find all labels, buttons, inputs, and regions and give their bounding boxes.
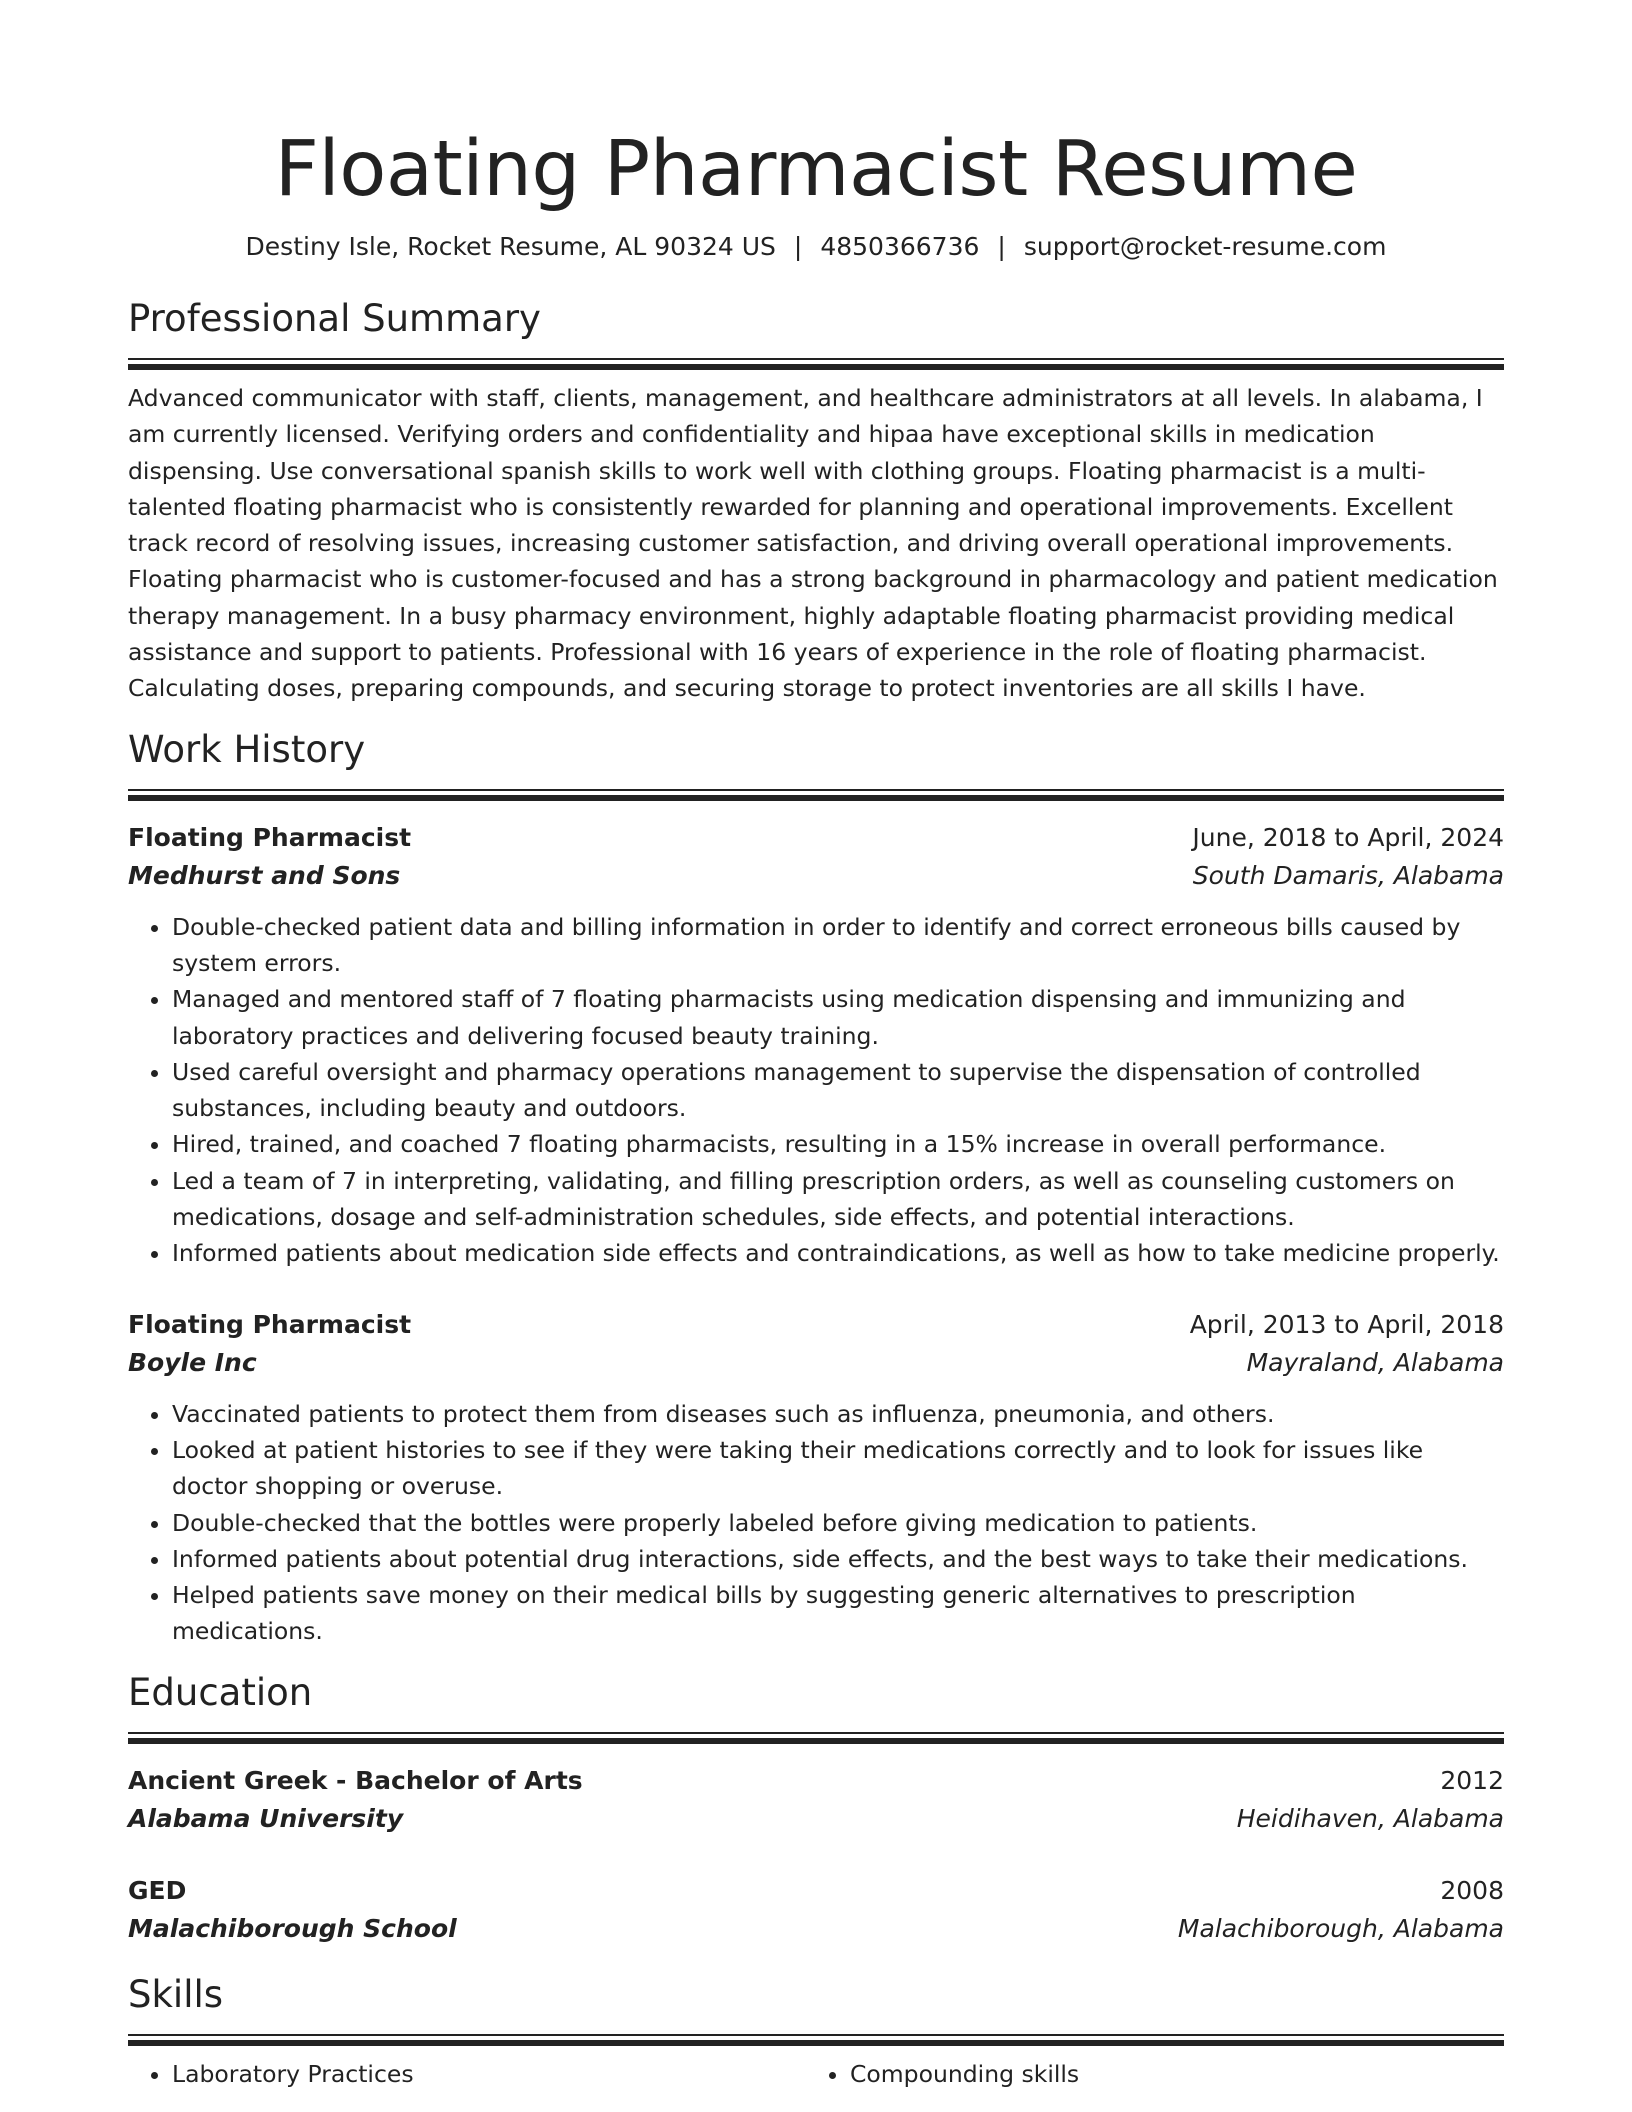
work-history-section xyxy=(128,727,1504,1650)
degree: GED xyxy=(128,1875,187,1905)
section-divider xyxy=(128,2034,1504,2040)
education-section xyxy=(128,1670,1504,1948)
job-entry xyxy=(128,1306,1504,1650)
list-item: • Informed patients about potential drug interactions, side effects, and the best ways to take their medications. xyxy=(172,1541,1504,1577)
contact-separator: | xyxy=(793,232,803,261)
list-item: • Double-checked patient data and billing information in order to identify and correct erroneous bills caused by system errors. xyxy=(172,909,1504,982)
graduation-year: 2008 xyxy=(1440,1875,1504,1905)
resume-title: Floating Pharmacist Resume xyxy=(274,125,1358,214)
school-location: Malachiborough, Alabama xyxy=(1177,1913,1504,1943)
contact-email: support@rocket-resume.com xyxy=(1023,232,1387,261)
school-name: Malachiborough School xyxy=(128,1913,457,1943)
company-name: Medhurst and Sons xyxy=(128,860,401,890)
list-item: • Managed and mentored staff of 7 floating pharmacists using medication dispensing and immunizing and laboratory practices and delivering focused beauty training. xyxy=(172,981,1504,1054)
list-item: • Looked at patient histories to see if they were taking their medications correctly and to look for issues like doctor shopping or overuse. xyxy=(172,1432,1504,1505)
school-name: Alabama University xyxy=(128,1803,404,1833)
list-item: • Used careful oversight and pharmacy operations management to supervise the dispensation of controlled substances, including beauty and outdoors. xyxy=(172,1054,1504,1127)
list-item: • Compounding skills xyxy=(850,2056,1484,2092)
section-divider xyxy=(128,358,1504,364)
section-heading: Education xyxy=(128,1670,313,1714)
contact-address: Destiny Isle, Rocket Resume, AL 90324 US xyxy=(245,232,776,261)
list-item: • Helped patients save money on their medical bills by suggesting generic alternatives to prescription medications. xyxy=(172,1577,1504,1650)
list-item: • Led a team of 7 in interpreting, validating, and filling prescription orders, as well as counseling customers on medications, dosage and self-administration schedules, side effects, and potential interactions. xyxy=(172,1163,1504,1236)
contact-phone: 4850366736 xyxy=(820,232,980,261)
list-item: • Laboratory Practices xyxy=(172,2056,806,2092)
summary-text: Advanced communicator with staff, clients, management, and healthcare administrators at all levels. In alabama, I am currently licensed. Verifying orders and confidentiality and hipaa have exceptional skills in medication dispensing. Use conversational spanish skills to work well with clothing groups. Floating pharmacist is a multi-talented floating pharmacist who is consistently rewarded for planning and operational improvements. Excellent track record of resolving issues, increasing customer satisfaction, and driving overall operational improvements. Floating pharmacist who is customer-focused and has a strong background in pharmacology and patient medication therapy management. In a busy pharmacy environment, highly adaptable floating pharmacist providing medical assistance and support to patients. Professional with 16 years of experience in the role of floating pharmacist. Calculating doses, preparing compounds, and securing storage to protect inventories are all skills I have. xyxy=(128,384,1498,703)
resume-page xyxy=(128,0,1504,2092)
skills-list-right xyxy=(806,2056,1484,2092)
skills-columns xyxy=(128,2056,1504,2092)
list-item: • Informed patients about medication side effects and contraindications, as well as how to take medicine properly. xyxy=(172,1235,1504,1271)
job-bullets xyxy=(128,1396,1504,1650)
summary-section xyxy=(128,296,1504,707)
job-dates: June, 2018 to April, 2024 xyxy=(1192,822,1504,852)
job-bullets xyxy=(128,909,1504,1272)
education-entry xyxy=(128,1762,1504,1838)
section-divider xyxy=(128,789,1504,795)
job-title: Floating Pharmacist xyxy=(128,822,412,852)
skills-section xyxy=(128,1972,1504,2092)
school-location: Heidihaven, Alabama xyxy=(1236,1803,1504,1833)
section-divider xyxy=(128,1732,1504,1738)
contact-line xyxy=(128,230,1504,264)
job-entry xyxy=(128,819,1504,1272)
section-heading: Work History xyxy=(128,727,366,771)
graduation-year: 2012 xyxy=(1440,1765,1504,1795)
skills-list-left xyxy=(128,2056,806,2092)
job-title: Floating Pharmacist xyxy=(128,1309,412,1339)
section-heading: Professional Summary xyxy=(128,297,541,340)
company-name: Boyle Inc xyxy=(128,1347,257,1377)
list-item: • Vaccinated patients to protect them from diseases such as influenza, pneumonia, and others. xyxy=(172,1396,1504,1432)
education-entry xyxy=(128,1872,1504,1948)
job-location: Mayraland, Alabama xyxy=(1246,1347,1504,1377)
degree: Ancient Greek - Bachelor of Arts xyxy=(128,1765,583,1795)
list-item: • Hired, trained, and coached 7 floating pharmacists, resulting in a 15% increase in overall performance. xyxy=(172,1126,1504,1162)
section-heading: Skills xyxy=(128,1972,224,2016)
job-location: South Damaris, Alabama xyxy=(1192,860,1504,890)
list-item: • Double-checked that the bottles were properly labeled before giving medication to patients. xyxy=(172,1505,1504,1541)
job-dates: April, 2013 to April, 2018 xyxy=(1189,1309,1504,1339)
contact-separator: | xyxy=(997,232,1006,261)
